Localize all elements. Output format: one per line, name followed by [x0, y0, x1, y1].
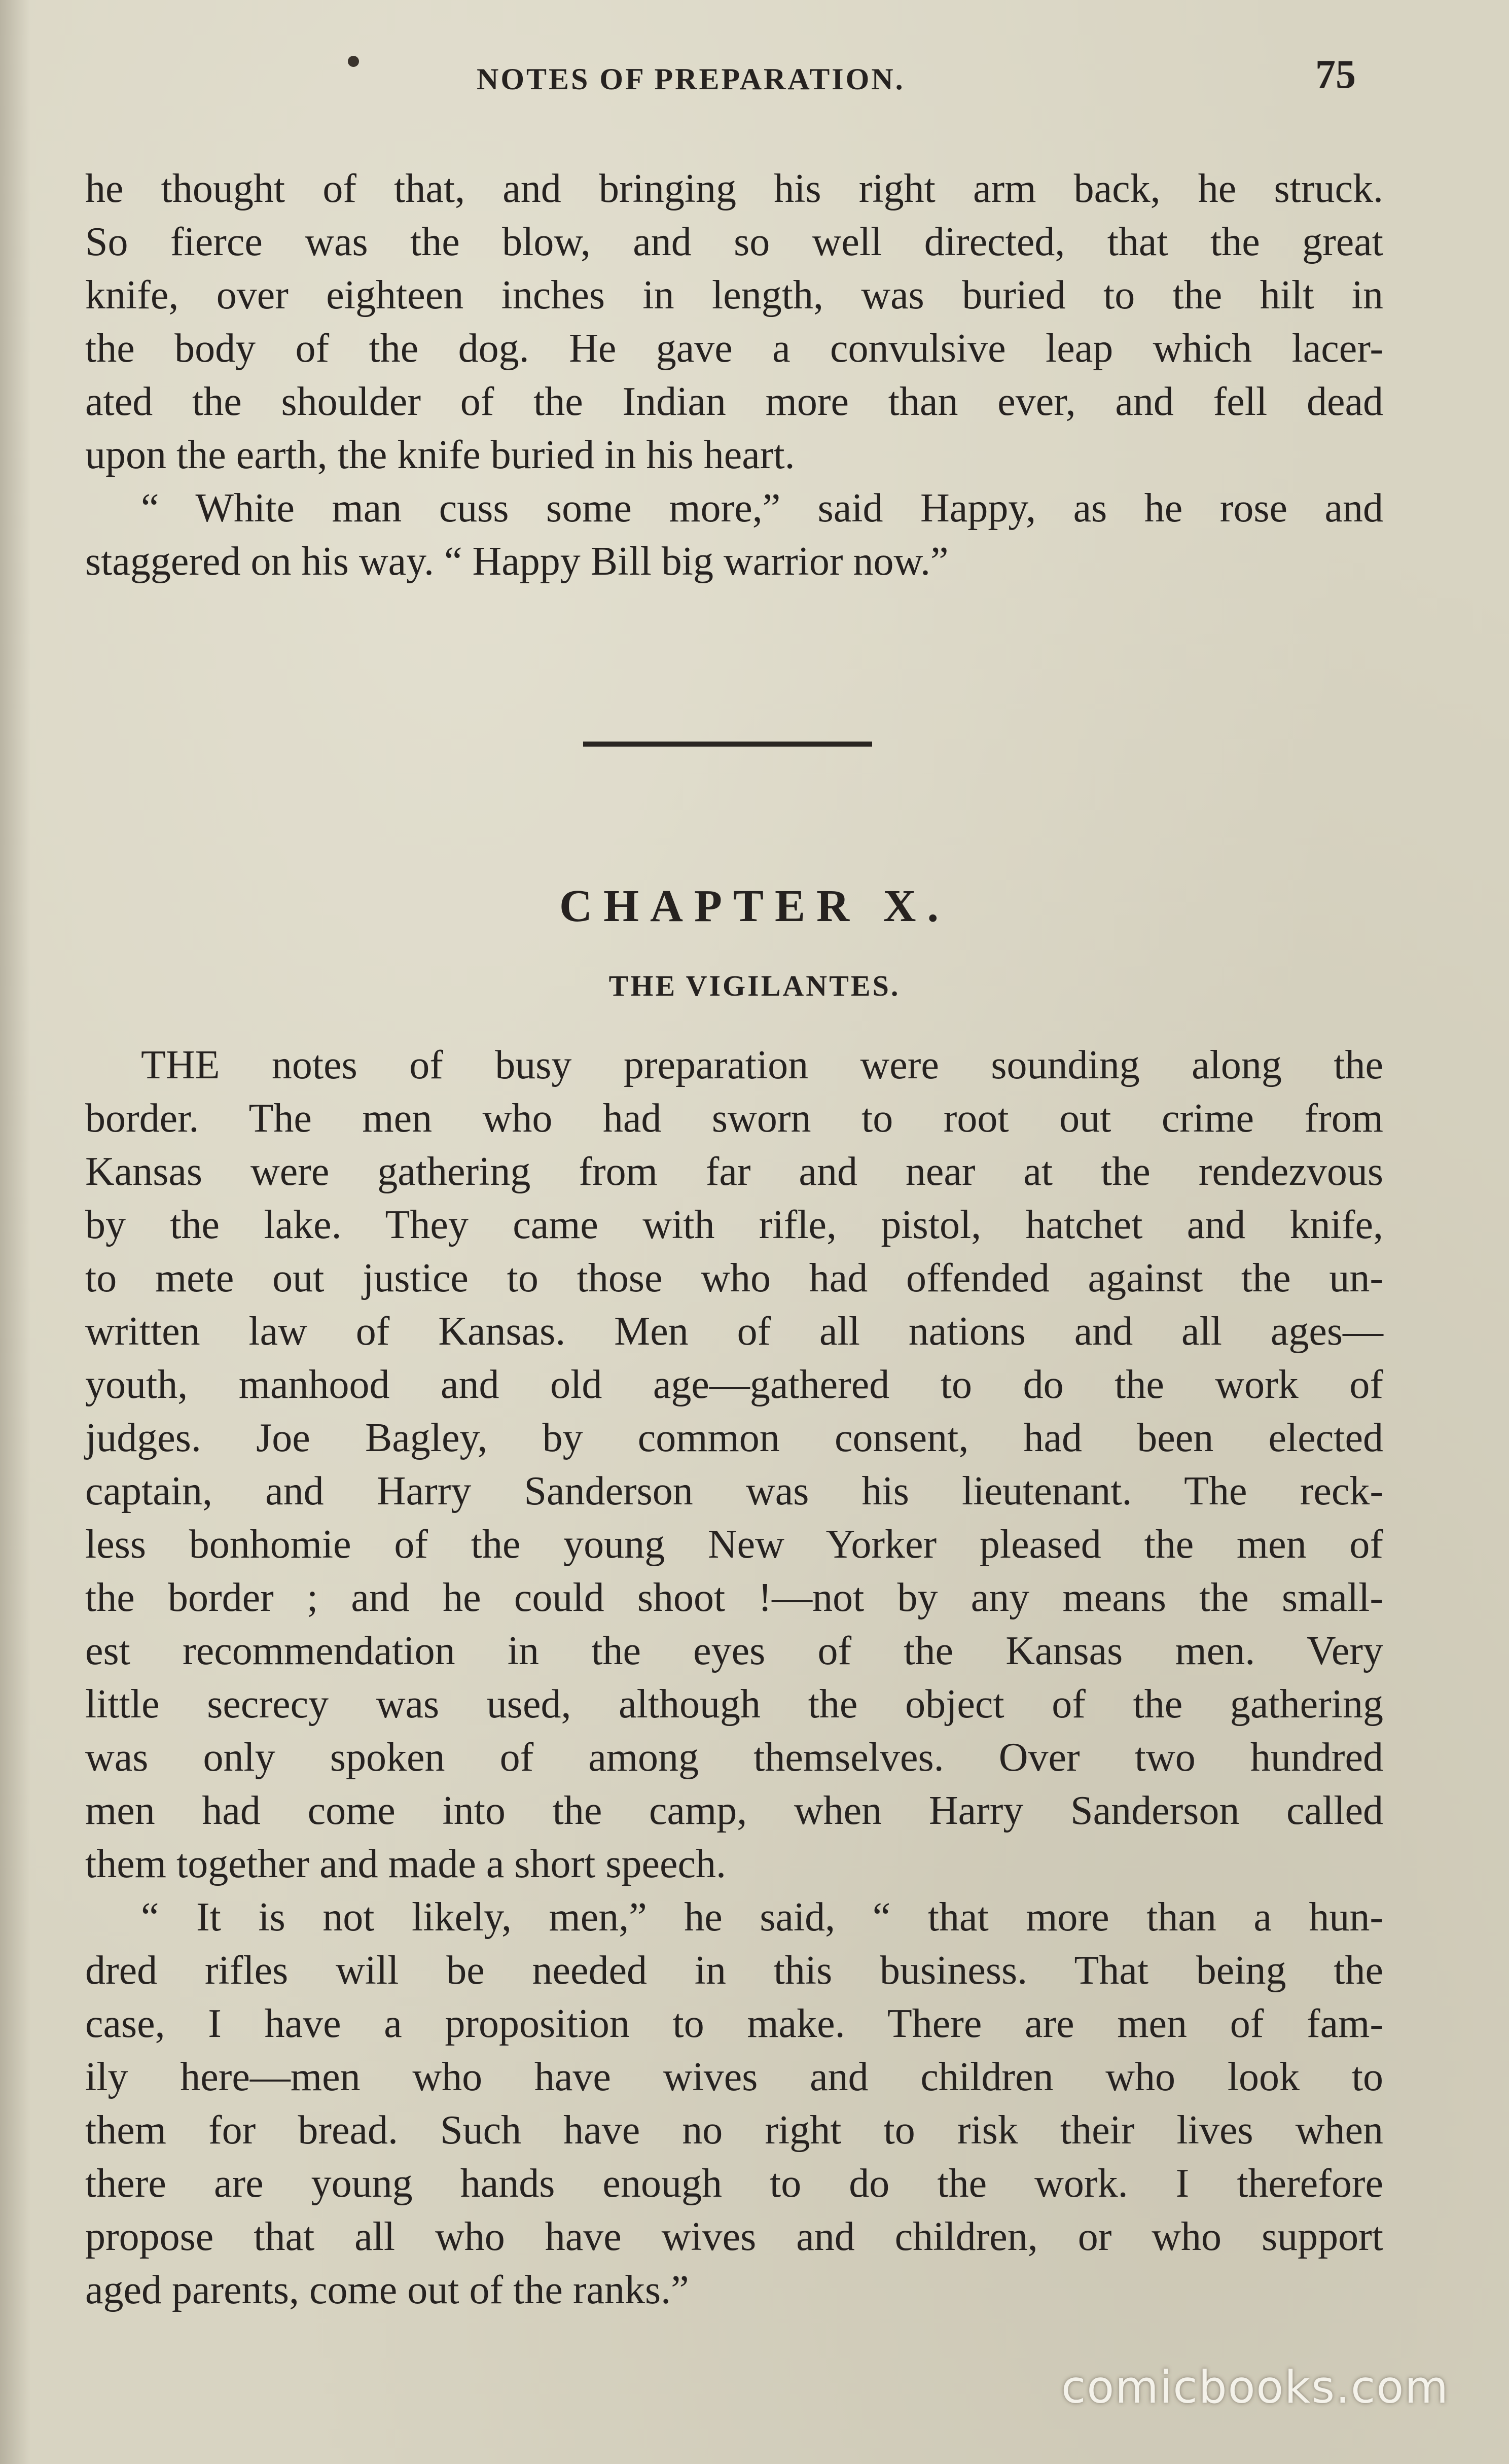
text-line: the border ; and he could shoot !—not by any means the small- [85, 1575, 1383, 1620]
ink-spot [348, 56, 359, 67]
text-line: dred rifles will be needed in this business. That being the [85, 1948, 1383, 1993]
text-line: staggered on his way. “ Happy Bill big warrior now.” [85, 539, 949, 584]
text-line: case, I have a proposition to make. There are men of fam- [85, 2001, 1383, 2046]
text-line: “ It is not likely, men,” he said, “ that more than a hun- [141, 1895, 1383, 1940]
text-line: by the lake. They came with rifle, pistol, hatchet and knife, [85, 1203, 1383, 1247]
text-line: knife, over eighteen inches in length, was buried to the hilt in [85, 273, 1383, 318]
text-line: youth, manhood and old age—gathered to do the work of [85, 1362, 1383, 1407]
text-line: them together and made a short speech. [85, 1842, 726, 1886]
chapter-body-text [85, 1039, 1383, 2317]
text-line: written law of Kansas. Men of all nations and all ages— [85, 1309, 1383, 1354]
text-line: was only spoken of among themselves. Over two hundred [85, 1735, 1383, 1780]
text-line: So fierce was the blow, and so well directed, that the great [85, 220, 1383, 264]
text-line: judges. Joe Bagley, by common consent, had been elected [85, 1416, 1383, 1460]
text-line: to mete out justice to those who had offended against the un- [85, 1256, 1383, 1300]
text-line: less bonhomie of the young New Yorker pleased the men of [85, 1522, 1383, 1567]
section-divider-rule [583, 742, 872, 747]
text-line: men had come into the camp, when Harry Sanderson called [85, 1788, 1383, 1833]
text-line: propose that all who have wives and children, or who support [85, 2214, 1383, 2259]
continuation-text [85, 162, 1383, 588]
text-line: he thought of that, and bringing his right arm back, he struck. [85, 166, 1383, 211]
text-line: Kansas were gathering from far and near at the rendezvous [85, 1149, 1383, 1194]
text-line: ily here—men who have wives and children who look to [85, 2055, 1383, 2099]
text-line: there are young hands enough to do the work. I therefore [85, 2161, 1383, 2206]
text-line: upon the earth, the knife buried in his heart. [85, 433, 795, 477]
page-number: 75 [1315, 52, 1356, 97]
text-line: little secrecy was used, although the object of the gathering [85, 1682, 1383, 1727]
watermark-text: comicbooks.com [1061, 2361, 1449, 2413]
text-line: “ White man cuss some more,” said Happy, as he rose and [141, 486, 1383, 531]
text-line: them for bread. Such have no right to risk their lives when [85, 2108, 1383, 2153]
page-shadow-edge [0, 0, 30, 2464]
text-line: captain, and Harry Sanderson was his lieutenant. The reck- [85, 1469, 1383, 1513]
text-line: ated the shoulder of the Indian more than ever, and fell dead [85, 379, 1383, 424]
text-line: border. The men who had sworn to root out crime from [85, 1096, 1383, 1141]
chapter-subtitle: THE VIGILANTES. [608, 969, 901, 1002]
running-head: NOTES OF PREPARATION. [477, 62, 905, 96]
text-line: est recommendation in the eyes of the Kansas men. Very [85, 1629, 1383, 1673]
text-line: THE notes of busy preparation were sounding along the [141, 1043, 1383, 1087]
text-line: aged parents, come out of the ranks.” [85, 2268, 689, 2312]
chapter-title: CHAPTER X. [559, 881, 950, 931]
text-line: the body of the dog. He gave a convulsive leap which lacer- [85, 326, 1383, 371]
page-header [0, 47, 1509, 108]
